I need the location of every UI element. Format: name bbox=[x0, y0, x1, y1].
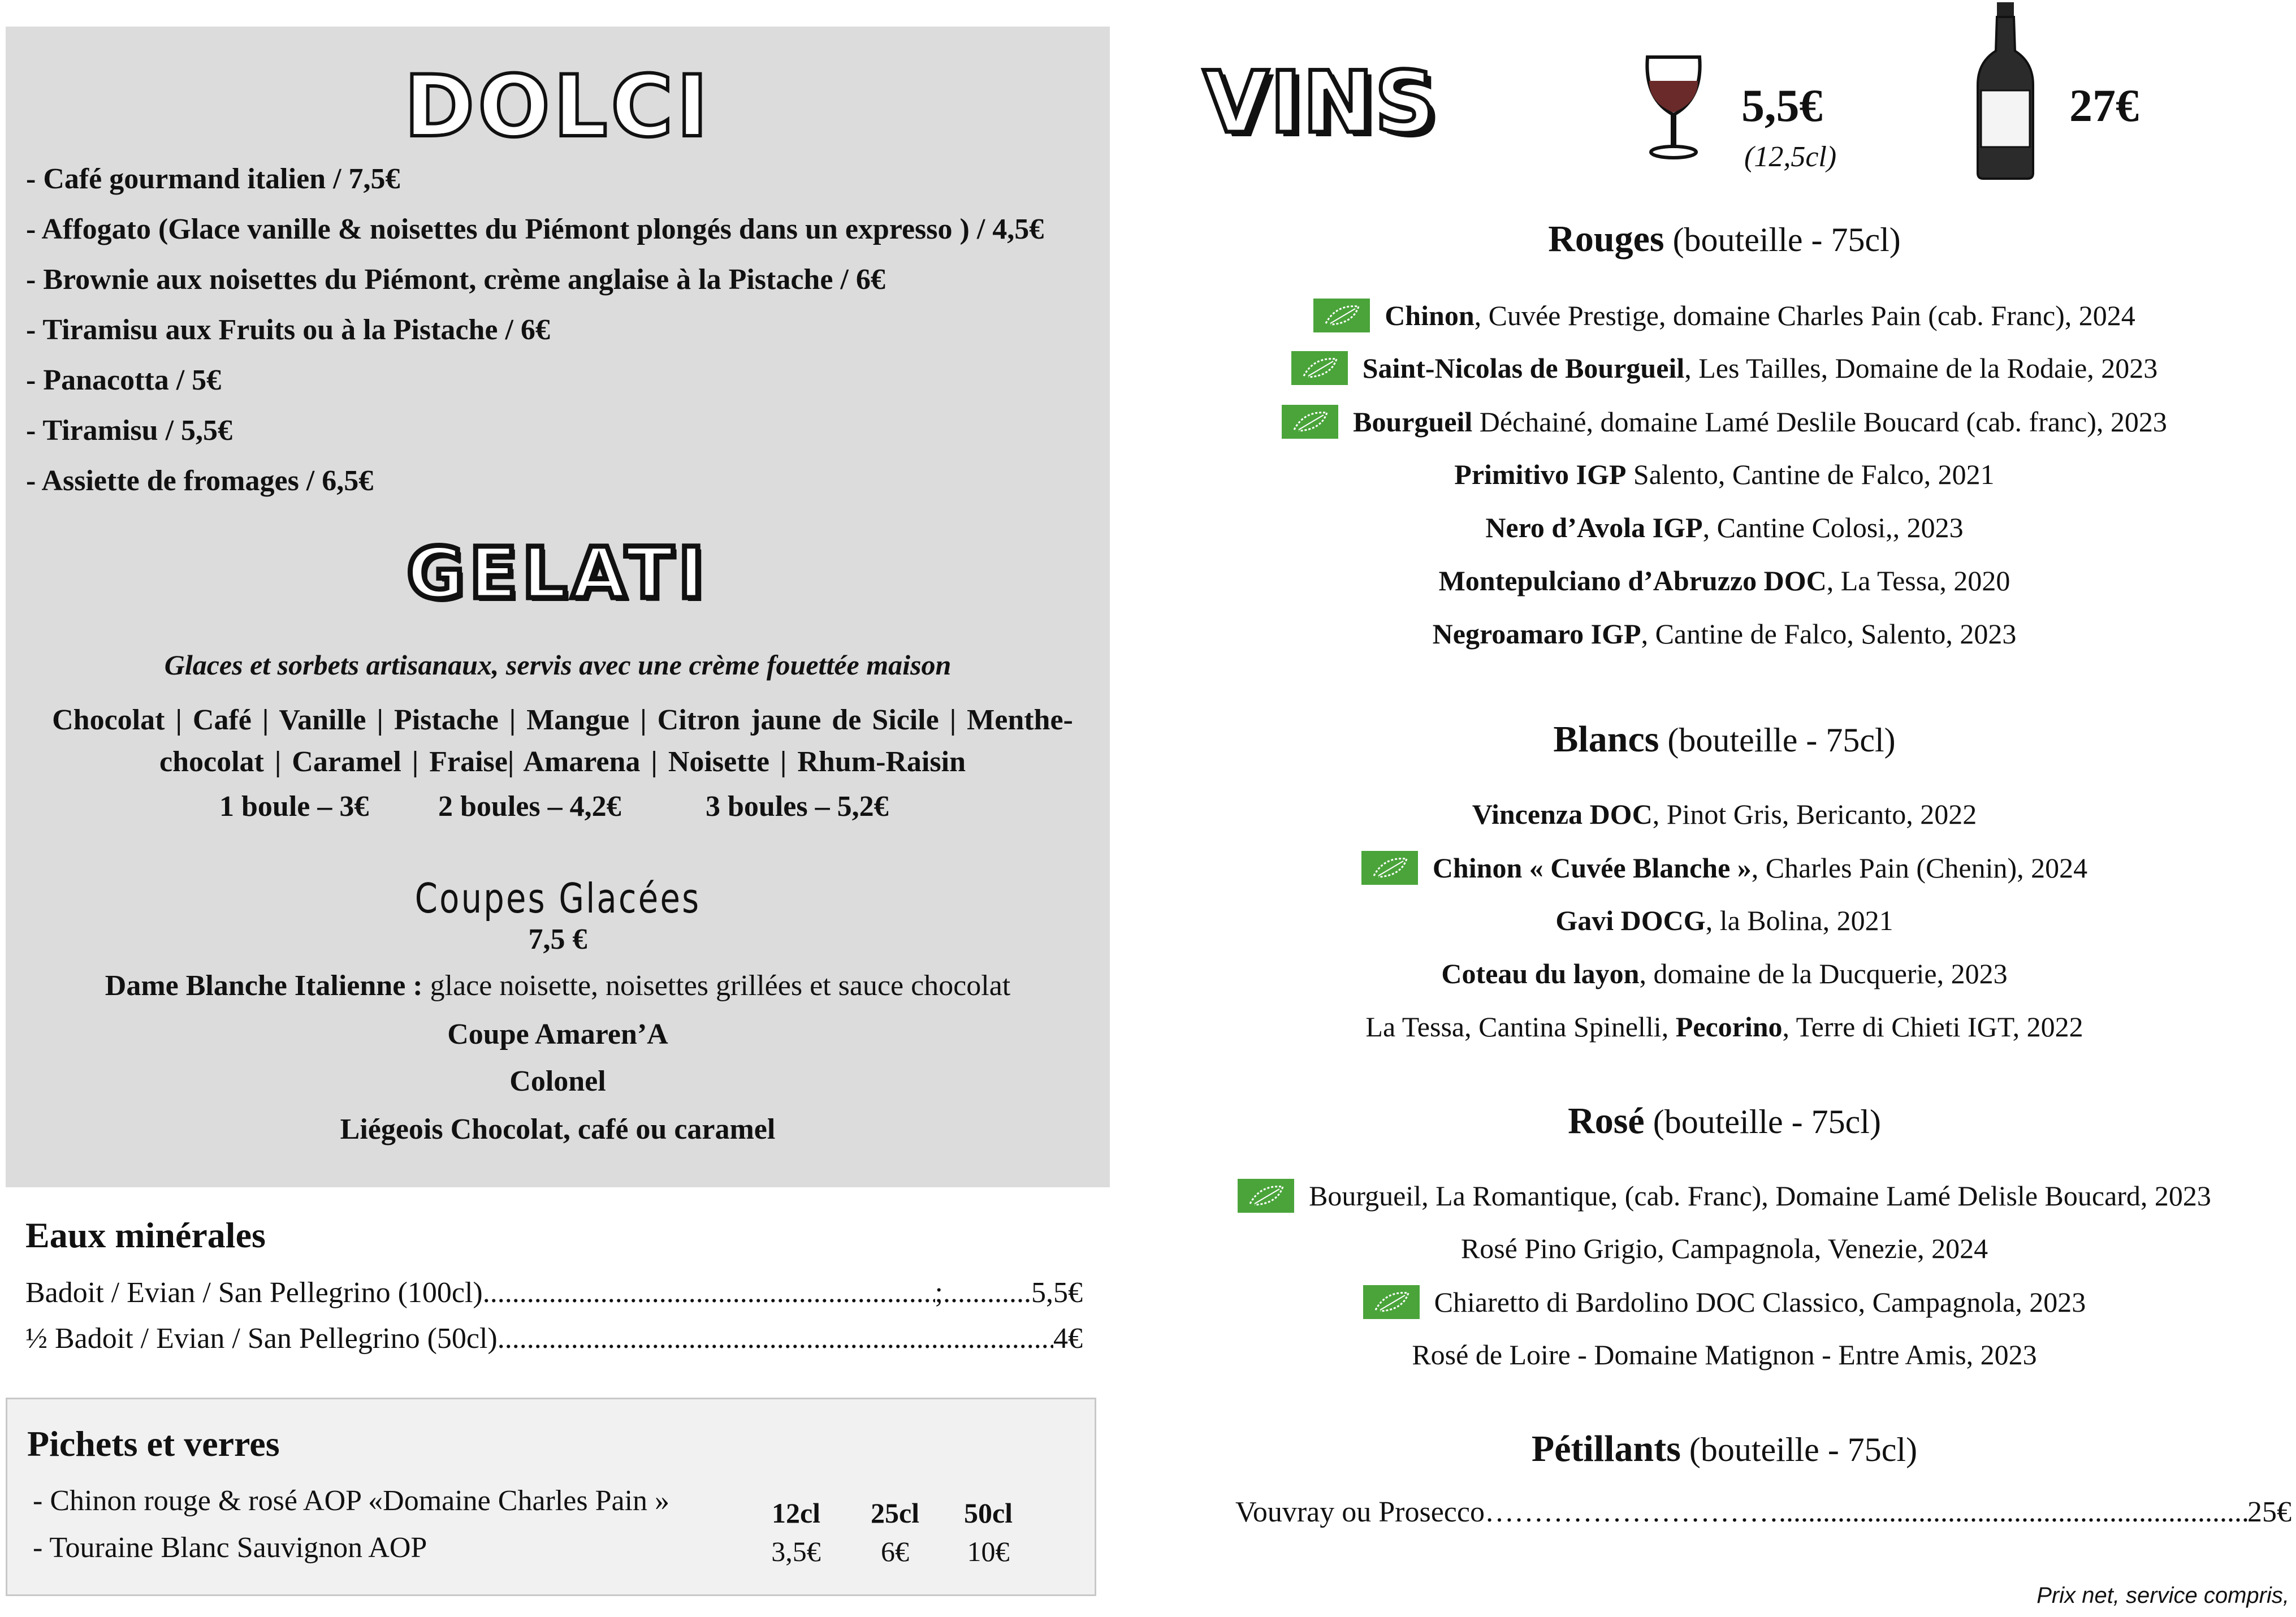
wine-name: Saint-Nicolas de Bourgueil bbox=[1362, 352, 1685, 384]
dolci-title: DOLCI bbox=[404, 58, 712, 156]
pichets-title: Pichets et verres bbox=[27, 1424, 280, 1464]
leader-dots bbox=[1779, 1495, 2247, 1529]
wine-desc: , Charles Pain (Chenin), 2024 bbox=[1751, 852, 2088, 884]
eau-label: ½ Badoit / Evian / San Pellegrino (50cl) bbox=[25, 1322, 498, 1355]
wine-desc: Rosé de Loire - Domaine Matignon - Entre Amis, 2023 bbox=[1412, 1339, 2037, 1370]
dolci-item: - Affogato (Glace vanille & noisettes du Piémont plongés dans un expresso ) / 4,5€ bbox=[26, 213, 1044, 245]
blancs-sub: (bouteille - 75cl) bbox=[1659, 721, 1896, 759]
leader-dots bbox=[498, 1322, 1053, 1355]
wine-item bbox=[1159, 617, 2290, 650]
pichet-size: 50cl bbox=[963, 1497, 1013, 1529]
wine-desc: Déchainé, domaine Lamé Deslile Boucard (cab. franc), 2023 bbox=[1472, 406, 2167, 438]
dame-blanche bbox=[6, 969, 1110, 1002]
rose-sub: (bouteille - 75cl) bbox=[1644, 1103, 1881, 1140]
wine-item bbox=[1159, 458, 2290, 491]
gelati-flavors: Chocolat | Café | Vanille | Pistache | Mangue | Citron jaune de Sicile | Menthe-chocolat | Caramel | Fraise| Amarena | Noisette | Rhum-Raisin bbox=[52, 704, 1073, 778]
rouges-heading bbox=[1159, 218, 2290, 261]
bio-leaf-icon bbox=[1238, 1179, 1294, 1213]
wine-name: Pecorino bbox=[1675, 1011, 1783, 1043]
wine-name: Chinon bbox=[1385, 300, 1475, 331]
dame-blanche-name: Dame Blanche Italienne : bbox=[105, 970, 423, 1002]
wine-desc: Salento, Cantine de Falco, 2021 bbox=[1626, 459, 1995, 490]
wine-item bbox=[1159, 1338, 2290, 1371]
wine-desc: , La Tessa, 2020 bbox=[1826, 565, 2010, 596]
pichet-item: - Chinon rouge & rosé AOP «Domaine Charles Pain » bbox=[33, 1485, 670, 1517]
bio-leaf-icon bbox=[1291, 351, 1348, 385]
wine-name: Chinon « Cuvée Blanche » bbox=[1432, 852, 1752, 884]
price-two-scoops: 2 boules – 4,2€ bbox=[438, 790, 621, 823]
coupe-item: Coupe Amaren’A bbox=[447, 1018, 668, 1050]
wine-item bbox=[1159, 405, 2290, 446]
dolci-panel bbox=[6, 27, 1110, 1187]
pichet-price: 6€ bbox=[881, 1536, 909, 1567]
wine-item bbox=[1159, 351, 2290, 392]
footer-note: Prix net, service compris, bbox=[2036, 1583, 2289, 1608]
wine-item bbox=[1159, 1179, 2290, 1220]
blancs-heading bbox=[1159, 718, 2290, 761]
wine-desc: La Tessa, Cantina Spinelli, bbox=[1365, 1011, 1676, 1043]
price-three-scoops: 3 boules – 5,2€ bbox=[706, 790, 889, 823]
glass-volume: (12,5cl) bbox=[1744, 141, 1837, 173]
coupe-item: Liégeois Chocolat, café ou caramel bbox=[340, 1113, 776, 1145]
wine-item bbox=[1159, 299, 2290, 339]
wine-item bbox=[1159, 564, 2290, 597]
gelati-subtitle: Glaces et sorbets artisanaux, servis avec une crème fouettée maison bbox=[164, 649, 952, 681]
blancs-title: Blancs bbox=[1553, 719, 1659, 760]
wine-desc: , Cuvée Prestige, domaine Charles Pain (cab. Franc), 2024 bbox=[1474, 300, 2135, 331]
vins-title: VINS bbox=[1203, 54, 1437, 152]
dolci-item: - Café gourmand italien / 7,5€ bbox=[26, 163, 400, 195]
bio-leaf-icon bbox=[1361, 851, 1418, 885]
dame-blanche-desc: glace noisette, noisettes grillées et sauce chocolat bbox=[422, 970, 1011, 1002]
wine-name: Nero d’Avola IGP bbox=[1485, 512, 1703, 543]
coupes-price: 7,5 € bbox=[528, 923, 587, 956]
dolci-item: - Panacotta / 5€ bbox=[26, 364, 222, 396]
dolci-item: - Assiette de fromages / 6,5€ bbox=[26, 465, 374, 497]
petillants-label: Vouvray ou Prosecco………………………… bbox=[1235, 1496, 1779, 1528]
petillants-sub: (bouteille - 75cl) bbox=[1680, 1431, 1918, 1468]
gelati-title: GELATI bbox=[407, 533, 709, 615]
eau-price: ;............5,5€ bbox=[935, 1277, 1083, 1309]
wine-desc: , Cantine Colosi,, 2023 bbox=[1702, 512, 1964, 543]
wine-name: Vincenza DOC bbox=[1472, 798, 1653, 830]
wine-desc: Rosé Pino Grigio, Campagnola, Venezie, 2024 bbox=[1460, 1233, 1988, 1264]
wine-desc: Bourgueil, La Romantique, (cab. Franc), Domaine Lamé Delisle Boucard, 2023 bbox=[1309, 1180, 2211, 1212]
rose-heading bbox=[1159, 1100, 2290, 1143]
wine-name: Montepulciano d’Abruzzo DOC bbox=[1438, 565, 1827, 596]
wine-item bbox=[1159, 798, 2290, 831]
petillants-price: 25€ bbox=[2247, 1496, 2291, 1528]
dolci-item: - Tiramisu / 5,5€ bbox=[26, 414, 233, 447]
coupe-item: Colonel bbox=[509, 1065, 606, 1097]
coupes-title: Coupes Glacées bbox=[414, 875, 701, 922]
wine-glass-icon bbox=[1640, 54, 1707, 161]
eau-row bbox=[25, 1322, 1083, 1355]
pichet-price: 10€ bbox=[967, 1536, 1010, 1567]
eau-row bbox=[25, 1276, 1083, 1309]
wine-name: Negroamaro IGP bbox=[1432, 618, 1641, 650]
pichet-size: 12cl bbox=[771, 1497, 821, 1529]
wine-name: Primitivo IGP bbox=[1454, 459, 1627, 490]
bio-leaf-icon bbox=[1282, 405, 1338, 439]
wine-item bbox=[1159, 957, 2290, 990]
wine-desc: , Pinot Gris, Bericanto, 2022 bbox=[1652, 798, 1977, 830]
petillants-row bbox=[1235, 1495, 2291, 1529]
leader-dots bbox=[483, 1276, 935, 1309]
wine-item bbox=[1159, 1010, 2290, 1043]
wine-desc: , Les Tailles, Domaine de la Rodaie, 2023 bbox=[1684, 352, 2158, 384]
pichet-price: 3,5€ bbox=[771, 1536, 821, 1567]
pichet-size: 25cl bbox=[870, 1497, 920, 1529]
bio-leaf-icon bbox=[1313, 299, 1370, 332]
wine-name: Bourgueil bbox=[1353, 406, 1473, 438]
wine-desc: , la Bolina, 2021 bbox=[1705, 905, 1893, 936]
pichet-item: - Touraine Blanc Sauvignon AOP bbox=[33, 1532, 427, 1564]
wine-item bbox=[1159, 511, 2290, 544]
eau-price: 4€ bbox=[1053, 1322, 1083, 1355]
dolci-item: - Tiramisu aux Fruits ou à la Pistache / 6€ bbox=[26, 314, 550, 346]
wine-item bbox=[1159, 851, 2290, 892]
pichets-box bbox=[6, 1398, 1096, 1596]
petillants-heading bbox=[1159, 1428, 2290, 1471]
eau-label: Badoit / Evian / San Pellegrino (100cl) bbox=[25, 1277, 483, 1309]
dolci-item: - Brownie aux noisettes du Piémont, crème anglaise à la Pistache / 6€ bbox=[26, 263, 885, 296]
wine-desc: , domaine de la Ducquerie, 2023 bbox=[1639, 958, 2008, 989]
glass-price: 5,5€ bbox=[1741, 80, 1823, 131]
rouges-title: Rouges bbox=[1548, 218, 1664, 260]
rose-title: Rosé bbox=[1568, 1100, 1645, 1142]
bottle-price: 27€ bbox=[2069, 80, 2139, 131]
wine-bottle-icon bbox=[1974, 0, 2036, 181]
petillants-title: Pétillants bbox=[1531, 1428, 1681, 1469]
price-one-scoop: 1 boule – 3€ bbox=[219, 790, 369, 823]
wine-desc: Chiaretto di Bardolino DOC Classico, Campagnola, 2023 bbox=[1434, 1286, 2086, 1318]
eaux-title: Eaux minérales bbox=[25, 1215, 266, 1255]
wine-desc: , Terre di Chieti IGT, 2022 bbox=[1782, 1011, 2083, 1043]
wine-name: Gavi DOCG bbox=[1555, 905, 1706, 936]
rouges-sub: (bouteille - 75cl) bbox=[1664, 221, 1901, 258]
bio-leaf-icon bbox=[1363, 1285, 1420, 1319]
wine-item bbox=[1159, 904, 2290, 937]
wine-desc: , Cantine de Falco, Salento, 2023 bbox=[1641, 618, 2017, 650]
wine-name: Coteau du layon bbox=[1441, 958, 1640, 989]
wine-item bbox=[1159, 1232, 2290, 1265]
wine-item bbox=[1159, 1285, 2290, 1326]
